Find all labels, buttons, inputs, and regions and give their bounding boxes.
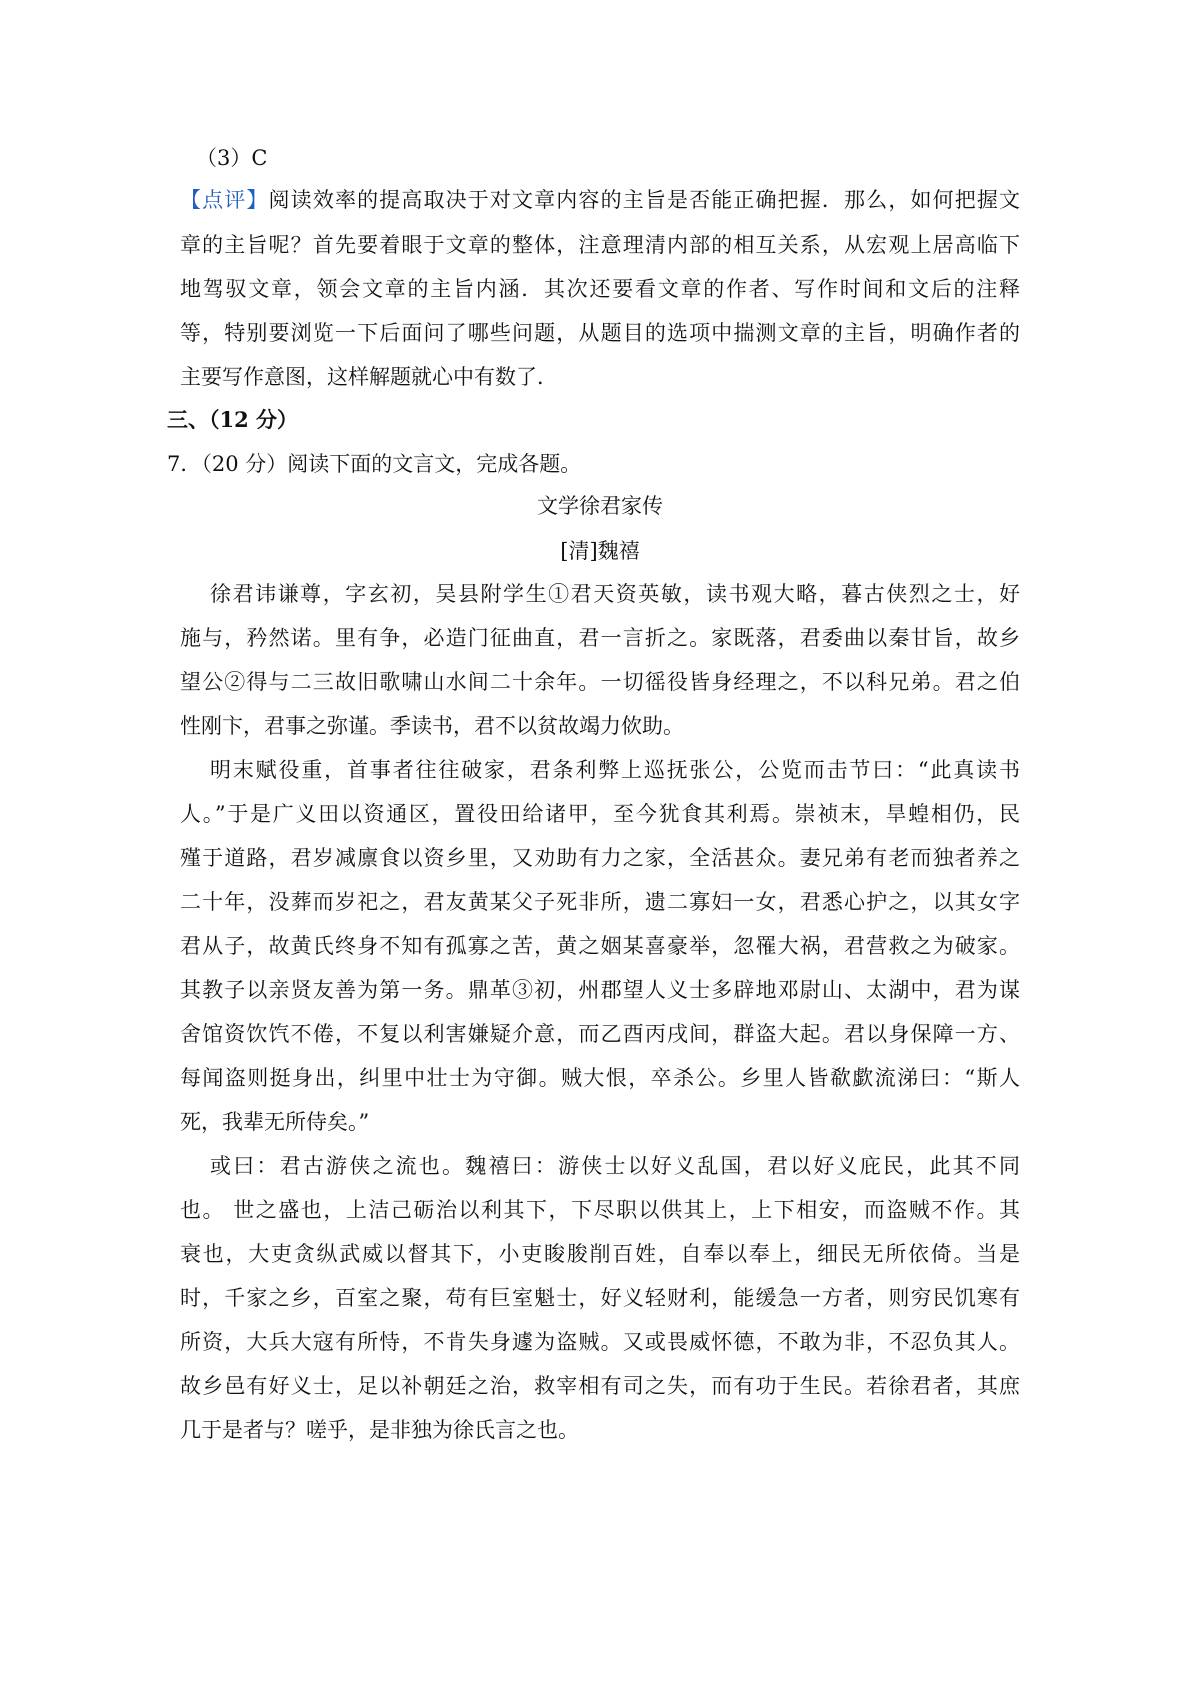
para2-line-5: 君从子，故黄氏终身不知有孤寡之苦，黄之姻某喜豪举，忽罹大祸，君营救之为破家。 — [180, 934, 1020, 958]
comment-line-3: 地驾驭文章，领会文章的主旨内涵．其次还要看文章的作者、写作时间和文后的注释 — [180, 277, 1020, 301]
para2-line-9: 死，我辈无所侍矣。” — [180, 1110, 370, 1134]
para3-line-2: 也。 世之盛也，上洁己砺治以利其下，下尽职以供其上，上下相安，而盗贼不作。其 — [180, 1198, 1020, 1222]
article-title: 文学徐君家传 — [537, 494, 663, 518]
para3-line-3: 衰也，大吏贪纵武威以督其下，小吏睃朘削百姓，自奉以奉上，细民无所依倚。当是 — [180, 1242, 1020, 1266]
para3-line-4: 时，千家之乡，百室之聚，苟有巨室魁士，好义轻财利，能缓急一方者，则穷民饥寒有 — [180, 1286, 1020, 1310]
comment-line-1: 【点评】阅读效率的提高取决于对文章内容的主旨是否能正确把握．那么，如何把握文 — [180, 188, 1021, 212]
answer-3: （3）C — [196, 146, 268, 170]
para2-line-3: 殣于道路，君岁减廪食以资乡里，又劝助有力之家，全活甚众。妻兄弟有老而独者养之 — [180, 846, 1020, 870]
para1-line-2: 施与，矜然诺。里有争，必造门征曲直，君一言折之。家既落，君委曲以秦甘旨，故乡 — [180, 626, 1020, 650]
comment-tag: 【点评】 — [180, 188, 269, 212]
para2-line-2: 人。”于是广义田以资通区，置役田给诸甲，至今犹食其利焉。崇祯末，旱蝗相仍，民 — [180, 802, 1020, 826]
article-author: [清]魏禧 — [560, 539, 640, 563]
para3-line-1: 或曰：君古游侠之流也。魏禧曰：游侠士以好义乱国，君以好义庇民，此其不同 — [210, 1154, 1020, 1178]
para1-line-3: 望公②得与二三故旧歌啸山水间二十余年。一切徭役皆身经理之，不以科兄弟。君之伯 — [180, 670, 1020, 694]
para1-line-1: 徐君讳谦尊，字玄初，吴县附学生①君天资英敏，读书观大略，暮古侠烈之士，好 — [210, 582, 1020, 606]
comment-line-2: 章的主旨呢？首先要着眼于文章的整体，注意理清内部的相互关系，从宏观上居高临下 — [180, 233, 1020, 257]
para2-line-1: 明末赋役重，首事者往往破家，君条利弊上巡抚张公，公览而击节曰：“此真读书 — [210, 758, 1020, 782]
section-heading: 三、（12 分） — [167, 407, 299, 432]
para2-line-8: 每闻盗则挺身出，纠里中壮士为守御。贼大恨，卒杀公。乡里人皆欷歔流涕曰：“斯人 — [180, 1066, 1020, 1090]
question-7: 7．（20 分）阅读下面的文言文，完成各题。 — [167, 452, 582, 476]
para2-line-4: 二十年，没葬而岁祀之，君友黄某父子死非所，遗二寡妇一女，君悉心护之，以其女字 — [180, 890, 1020, 914]
para3-line-6: 故乡邑有好义士，足以补朝廷之治，救宰相有司之失，而有功于生民。若徐君者，其庶 — [180, 1374, 1020, 1398]
comment-line-5: 主要写作意图，这样解题就心中有数了． — [180, 365, 558, 389]
para3-line-5: 所资，大兵大寇有所恃，不肯失身遽为盗贼。又或畏威怀德，不敢为非，不忍负其人。 — [180, 1330, 1020, 1354]
para1-line-4: 性刚卞，君事之弥谨。季读书，君不以贫故竭力佽助。 — [180, 714, 684, 738]
para3-line-7: 几于是者与？嗟乎，是非独为徐氏言之也。 — [180, 1418, 579, 1442]
para2-line-6: 其教子以亲贤友善为第一务。鼎革③初，州郡望人义士多辟地邓尉山、太湖中，君为谋 — [180, 978, 1020, 1002]
para2-line-7: 舍馆资饮饩不倦，不复以利害嫌疑介意，而乙酉丙戌间，群盗大起。君以身保障一方、 — [180, 1022, 1020, 1046]
comment-line-4: 等，特别要浏览一下后面问了哪些问题，从题目的选项中揣测文章的主旨，明确作者的 — [180, 321, 1020, 345]
